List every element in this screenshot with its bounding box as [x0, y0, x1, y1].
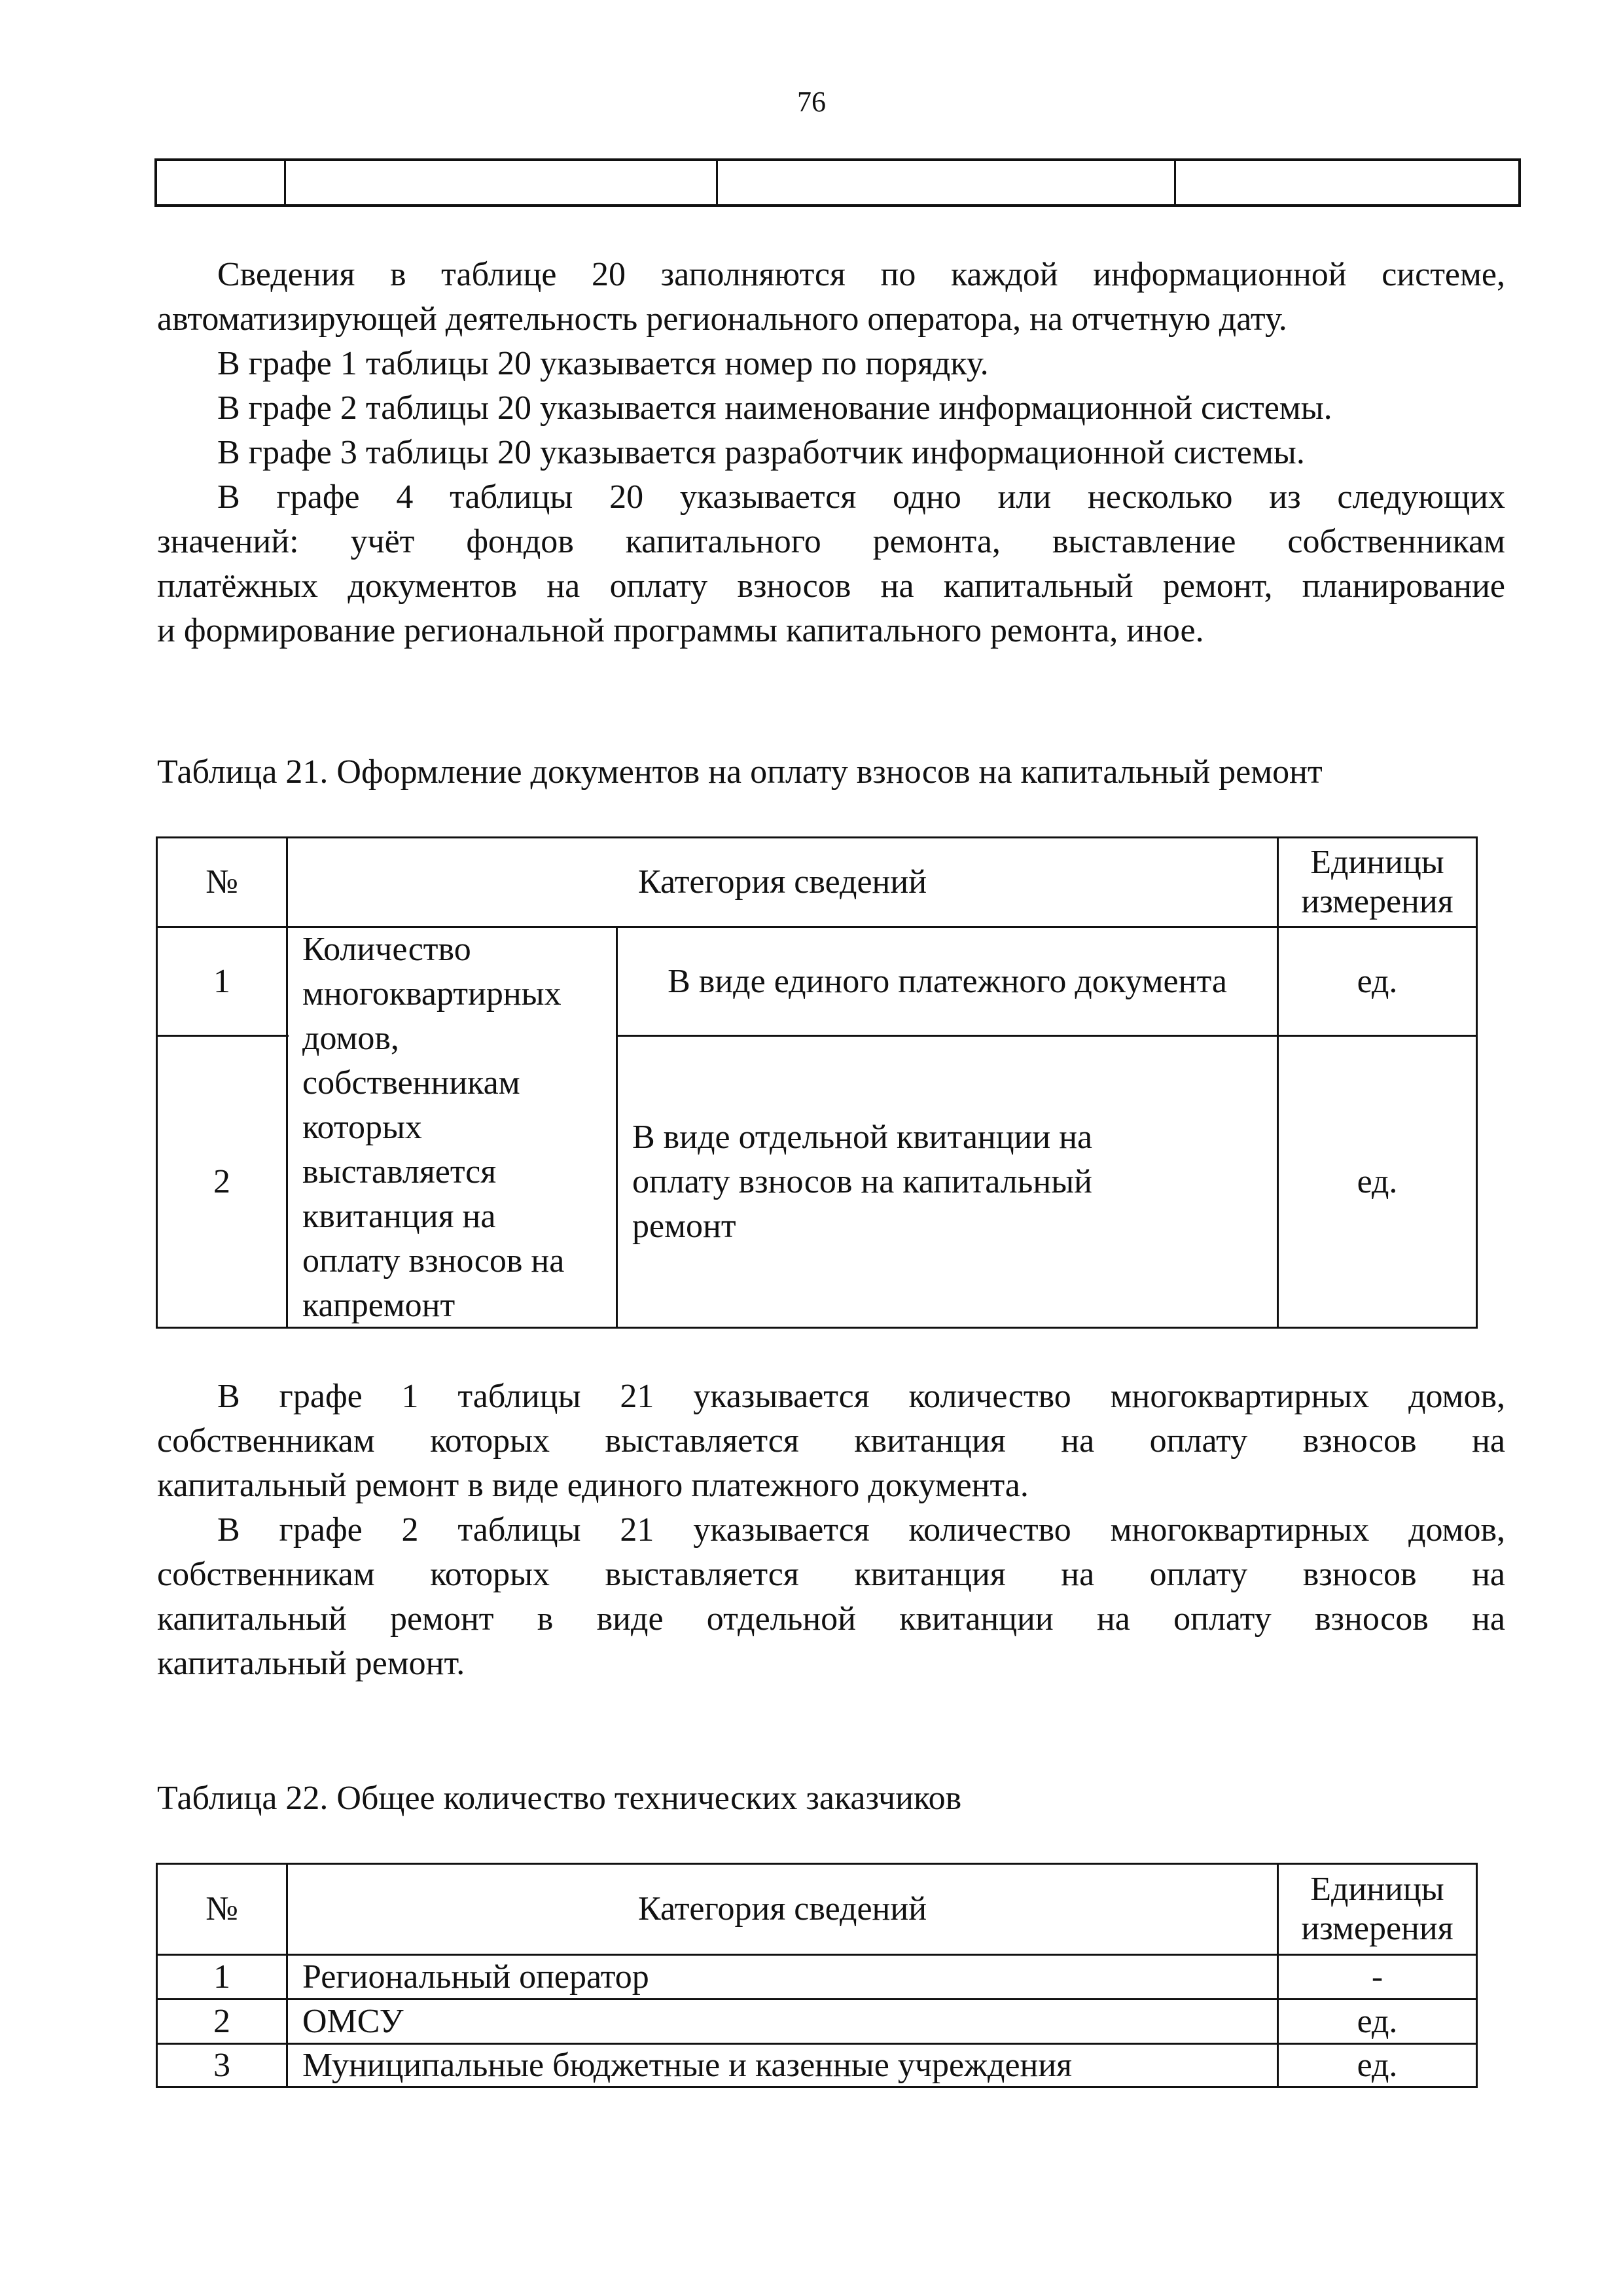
text-line: собственникам которых выставляется квитанция на оплату взносов на: [157, 1422, 1505, 1460]
text-line: значений: учёт фондов капитального ремонта, выставление собственникам: [157, 523, 1505, 560]
text-line: платёжных документов на оплату взносов на капитальный ремонт, планирование: [157, 567, 1505, 605]
table21-row1-unit: ед.: [1357, 962, 1398, 1000]
after21-paragraph-1: [157, 1374, 1505, 1508]
text-line: В графе 3 таблицы 20 указывается разработчик информационной системы.: [217, 434, 1305, 471]
text-line: капитальный ремонт.: [157, 1645, 465, 1682]
table22-header-units: Единицы измерения: [1301, 1871, 1454, 1947]
table22-header-category: Категория сведений: [637, 1890, 927, 1928]
table22-row1-category: Региональный оператор: [302, 1958, 649, 1996]
text-line: и формирование региональной программы капитального ремонта, иное.: [157, 612, 1204, 649]
table21-row1-num: 1: [213, 962, 230, 1000]
table22: [156, 1863, 1478, 2088]
intro-paragraph-2: [157, 342, 1505, 386]
table22-row3-unit: ед.: [1357, 2046, 1398, 2084]
table22-row2-num: 2: [213, 2002, 230, 2040]
table20-remnant: [154, 158, 1521, 207]
table21: [156, 836, 1478, 1329]
text-line: В графе 1 таблицы 21 указывается количество многоквартирных домов,: [217, 1378, 1505, 1415]
table22-row3-category: Муниципальные бюджетные и казенные учреждения: [302, 2046, 1073, 2084]
after21-paragraph-2: [157, 1508, 1505, 1686]
table22-row1-unit: -: [1371, 1958, 1383, 1996]
intro-paragraph-4: [157, 431, 1505, 475]
text-line: В графе 2 таблицы 21 указывается количество многоквартирных домов,: [217, 1511, 1505, 1549]
table22-header-num: №: [205, 1890, 238, 1928]
table22-row1-num: 1: [213, 1958, 230, 1996]
text-line: автоматизирующей деятельность регионального оператора, на отчетную дату.: [157, 300, 1287, 338]
table21-group-label: Количество многоквартирных домов, собственникам которых выставляется квитанция на оплату взносов на капремонт: [302, 930, 565, 1324]
text-line: В графе 2 таблицы 20 указывается наименование информационной системы.: [217, 389, 1332, 427]
table21-header-units: Единицы измерения: [1301, 844, 1454, 920]
table21-row1-detail: В виде единого платежного документа: [668, 962, 1227, 1000]
table22-row2-category: ОМСУ: [302, 2002, 404, 2040]
table21-header-category: Категория сведений: [637, 863, 927, 901]
table20-divider: [716, 161, 718, 204]
text-line: собственникам которых выставляется квитанция на оплату взносов на: [157, 1556, 1505, 1593]
table22-caption: Таблица 22. Общее количество технических заказчиков: [157, 1780, 962, 1817]
table21-caption: Таблица 21. Оформление документов на оплату взносов на капитальный ремонт: [157, 753, 1323, 791]
table21-row2-detail: В виде отдельной квитанции на оплату взносов на капитальный ремонт: [632, 1118, 1093, 1245]
intro-paragraph-5: [157, 475, 1505, 653]
table21-row2-num: 2: [213, 1162, 230, 1200]
table22-row3-num: 3: [213, 2046, 230, 2084]
table21-row2-unit: ед.: [1357, 1162, 1398, 1200]
intro-paragraph-1: [157, 253, 1505, 342]
page-number: 76: [797, 86, 826, 118]
table20-divider: [284, 161, 286, 204]
text-line: капитальный ремонт в виде отдельной квитанции на оплату взносов на: [157, 1600, 1505, 1638]
text-line: В графе 4 таблицы 20 указывается одно или несколько из следующих: [217, 478, 1505, 516]
table21-header-num: №: [205, 863, 238, 901]
table22-row2-unit: ед.: [1357, 2002, 1398, 2040]
text-line: Сведения в таблице 20 заполняются по каждой информационной системе,: [217, 256, 1505, 293]
table20-divider: [1174, 161, 1176, 204]
intro-paragraph-3: [157, 386, 1505, 431]
text-line: В графе 1 таблицы 20 указывается номер по порядку.: [217, 345, 989, 382]
text-line: капитальный ремонт в виде единого платежного документа.: [157, 1467, 1029, 1504]
